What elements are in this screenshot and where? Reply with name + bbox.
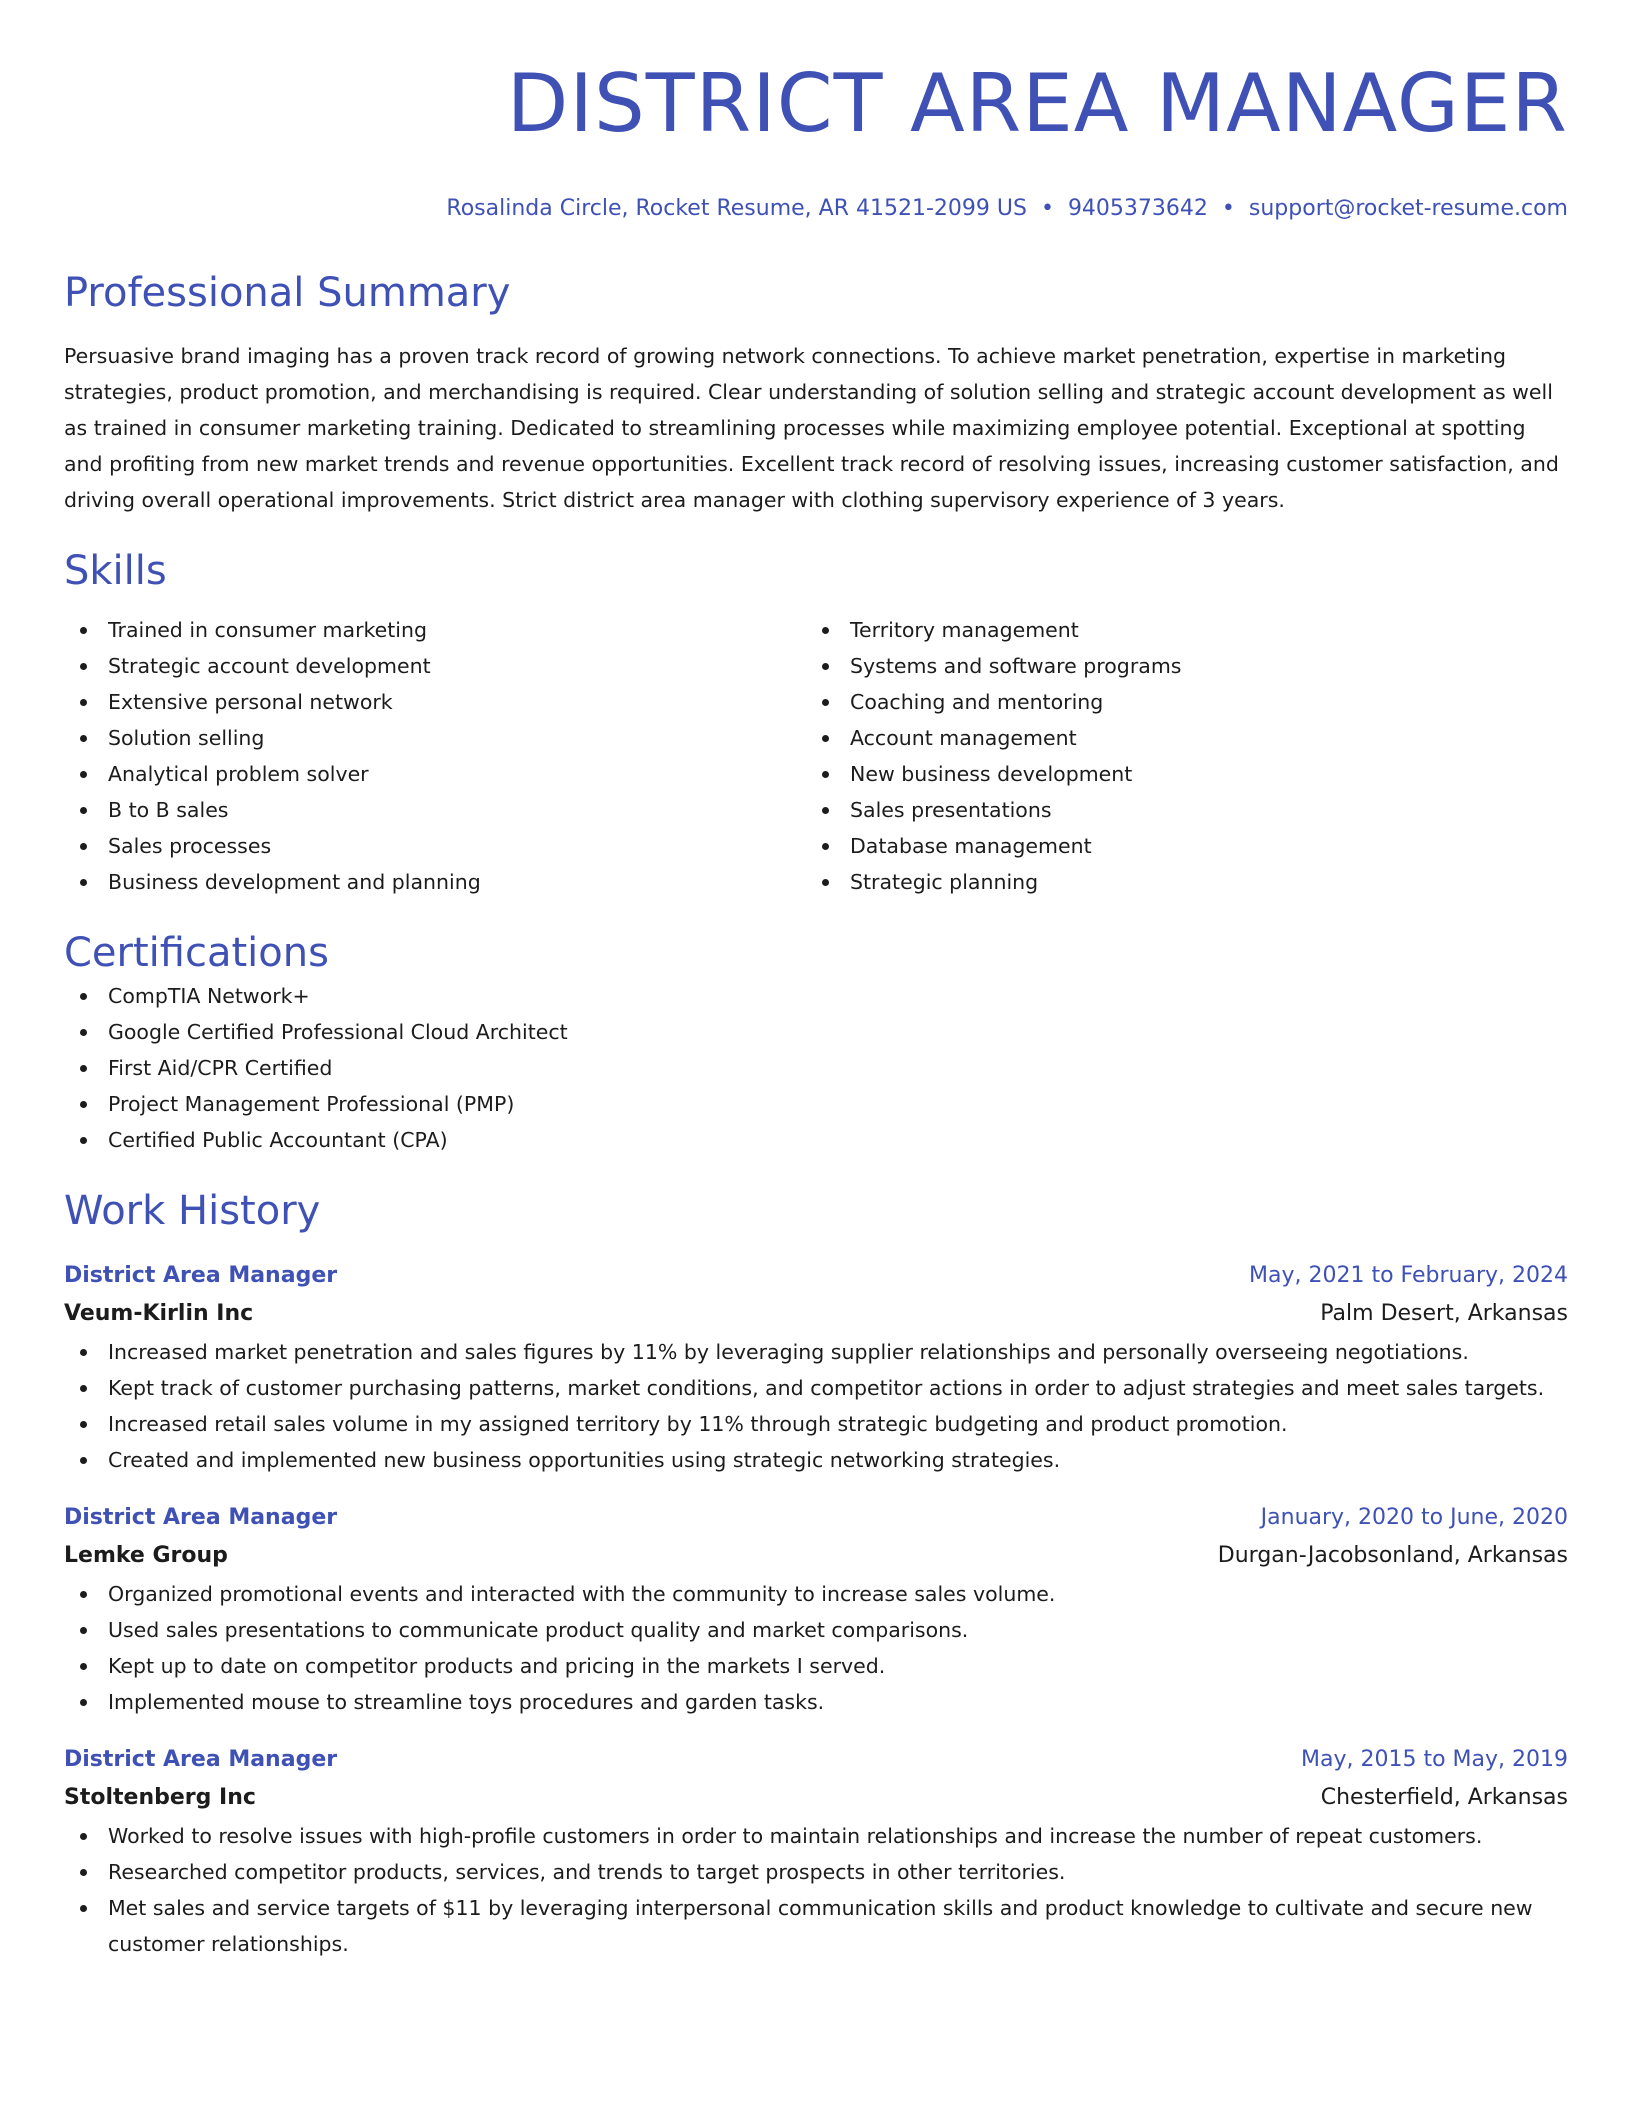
- contact-phone: 9405373642: [1067, 196, 1208, 221]
- job-title: District Area Manager: [64, 1747, 338, 1772]
- certification-item: Certified Public Accountant (CPA): [64, 1122, 1568, 1158]
- skills-section: [64, 612, 1568, 900]
- skill-item: Territory management: [806, 612, 1548, 648]
- job-bullet: Implemented mouse to streamline toys procedures and garden tasks.: [64, 1684, 1568, 1720]
- skills-list-left: [64, 612, 806, 900]
- contact-separator: •: [1221, 196, 1235, 221]
- skill-item: Business development and planning: [64, 864, 806, 900]
- job-bullet: Organized promotional events and interacted with the community to increase sales volume.: [64, 1576, 1568, 1612]
- work-history-heading: Work History: [64, 1188, 321, 1234]
- job-bullet: Kept track of customer purchasing patterns, market conditions, and competitor actions in order to adjust strategies and meet sales targets.: [64, 1370, 1568, 1406]
- job-company: Stoltenberg Inc: [64, 1785, 256, 1810]
- job-bullet: Increased market penetration and sales figures by 11% by leveraging supplier relationships and personally overseeing negotiations.: [64, 1334, 1568, 1370]
- job-bullets: [64, 1818, 1568, 1962]
- skill-item: Systems and software programs: [806, 648, 1548, 684]
- job-bullet: Worked to resolve issues with high-profile customers in order to maintain relationships and increase the number of repeat customers.: [64, 1818, 1568, 1854]
- skills-heading: Skills: [64, 548, 167, 594]
- resume-page: [64, 0, 1568, 1962]
- job-location: Chesterfield, Arkansas: [1320, 1785, 1568, 1810]
- job-bullet: Researched competitor products, services, and trends to target prospects in other territories.: [64, 1854, 1568, 1890]
- summary-text: Persuasive brand imaging has a proven track record of growing network connections. To achieve market penetration, expertise in marketing strategies, product promotion, and merchandising is required. Clear understanding of solution selling and strategic account development as well as trained in consumer marketing training. Dedicated to streamlining processes while maximizing employee potential. Exceptional at spotting and profiting from new market trends and revenue opportunities. Excellent track record of resolving issues, increasing customer satisfaction, and driving overall operational improvements. Strict district area manager with clothing supervisory experience of 3 years.: [64, 344, 1559, 512]
- skill-item: Sales processes: [64, 828, 806, 864]
- job-bullet: Used sales presentations to communicate product quality and market comparisons.: [64, 1612, 1568, 1648]
- contact-line: [64, 194, 1568, 224]
- job-entry: [64, 1500, 1568, 1720]
- job-subheader: [64, 1294, 1568, 1334]
- skill-item: Account management: [806, 720, 1548, 756]
- skill-item: Solution selling: [64, 720, 806, 756]
- skill-item: Sales presentations: [806, 792, 1548, 828]
- job-header: [64, 1742, 1568, 1778]
- job-dates: May, 2015 to May, 2019: [1301, 1747, 1568, 1772]
- job-company: Lemke Group: [64, 1543, 228, 1568]
- skill-item: Coaching and mentoring: [806, 684, 1548, 720]
- skill-item: Extensive personal network: [64, 684, 806, 720]
- job-subheader: [64, 1536, 1568, 1576]
- job-location: Palm Desert, Arkansas: [1320, 1301, 1568, 1326]
- contact-separator: •: [1040, 196, 1054, 221]
- job-bullet: Created and implemented new business opportunities using strategic networking strategies.: [64, 1442, 1568, 1478]
- contact-address: Rosalinda Circle, Rocket Resume, AR 41521-2099 US: [446, 196, 1027, 221]
- job-subheader: [64, 1778, 1568, 1818]
- job-header: [64, 1500, 1568, 1536]
- summary-heading: Professional Summary: [64, 270, 511, 316]
- job-dates: January, 2020 to June, 2020: [1260, 1505, 1568, 1530]
- skill-item: Database management: [806, 828, 1548, 864]
- job-entry: [64, 1742, 1568, 1962]
- job-title: District Area Manager: [64, 1263, 338, 1288]
- certifications-heading: Certifications: [64, 930, 329, 976]
- job-bullet: Kept up to date on competitor products and pricing in the markets I served.: [64, 1648, 1568, 1684]
- certification-item: Project Management Professional (PMP): [64, 1086, 1568, 1122]
- skill-item: B to B sales: [64, 792, 806, 828]
- skill-item: Strategic account development: [64, 648, 806, 684]
- certification-item: First Aid/CPR Certified: [64, 1050, 1568, 1086]
- job-dates: May, 2021 to February, 2024: [1249, 1263, 1568, 1288]
- job-bullets: [64, 1334, 1568, 1478]
- resume-title: DISTRICT AREA MANAGER: [506, 57, 1568, 150]
- job-entry: [64, 1258, 1568, 1478]
- job-bullet: Increased retail sales volume in my assigned territory by 11% through strategic budgeting and product promotion.: [64, 1406, 1568, 1442]
- certification-item: CompTIA Network+: [64, 978, 1568, 1014]
- skill-item: Analytical problem solver: [64, 756, 806, 792]
- job-company: Veum-Kirlin Inc: [64, 1301, 254, 1326]
- job-location: Durgan-Jacobsonland, Arkansas: [1217, 1543, 1568, 1568]
- job-header: [64, 1258, 1568, 1294]
- contact-email: support@rocket-resume.com: [1248, 196, 1568, 221]
- job-bullets: [64, 1576, 1568, 1720]
- job-title: District Area Manager: [64, 1505, 338, 1530]
- certifications-list: [64, 978, 1568, 1158]
- skills-list-right: [806, 612, 1548, 900]
- certification-item: Google Certified Professional Cloud Architect: [64, 1014, 1568, 1050]
- job-bullet: Met sales and service targets of $11 by leveraging interpersonal communication skills and product knowledge to cultivate and secure new customer relationships.: [64, 1890, 1568, 1962]
- skill-item: Strategic planning: [806, 864, 1548, 900]
- skill-item: Trained in consumer marketing: [64, 612, 806, 648]
- skill-item: New business development: [806, 756, 1548, 792]
